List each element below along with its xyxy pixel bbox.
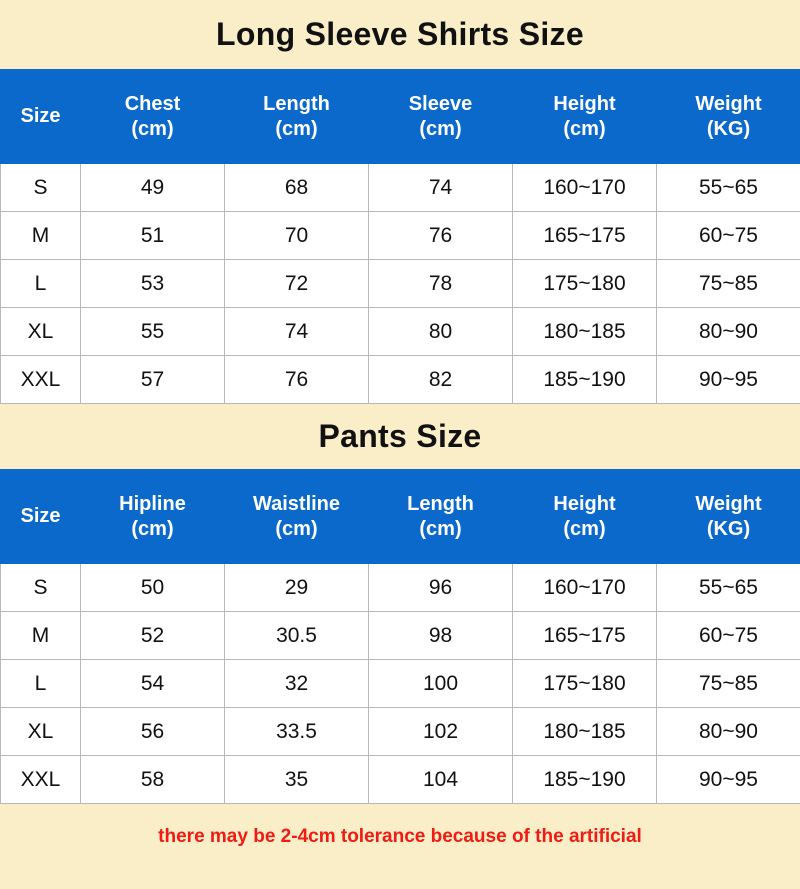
cell-height: 180~185: [513, 708, 657, 756]
cell-sleeve: 76: [369, 212, 513, 260]
cell-sleeve: 82: [369, 356, 513, 404]
cell-sleeve: 80: [369, 308, 513, 356]
column-header-unit: (cm): [563, 117, 606, 140]
cell-weight: 90~95: [657, 356, 800, 404]
cell-hipline: 50: [81, 564, 225, 612]
table-row: [1, 708, 800, 756]
cell-weight: 55~65: [657, 164, 800, 212]
cell-length: 76: [225, 356, 369, 404]
cell-chest: 53: [81, 260, 225, 308]
column-header-label: Height: [553, 492, 616, 515]
shirts-title: Long Sleeve Shirts Size: [216, 16, 584, 52]
cell-weight: 80~90: [657, 708, 800, 756]
column-header-height: [513, 470, 657, 564]
cell-height: 175~180: [513, 260, 657, 308]
cell-size: S: [1, 164, 81, 212]
cell-size: L: [1, 260, 81, 308]
shirts-table-body: [1, 164, 800, 404]
cell-chest: 55: [81, 308, 225, 356]
shirts-table-head: [1, 70, 800, 164]
cell-hipline: 54: [81, 660, 225, 708]
table-header-row: [1, 70, 800, 164]
cell-chest: 57: [81, 356, 225, 404]
cell-waistline: 32: [225, 660, 369, 708]
cell-height: 185~190: [513, 756, 657, 804]
cell-waistline: 35: [225, 756, 369, 804]
cell-hipline: 56: [81, 708, 225, 756]
pants-size-table: [0, 469, 800, 804]
pants-table-head: [1, 470, 800, 564]
table-row: [1, 260, 800, 308]
column-header-waistline: [225, 470, 369, 564]
cell-height: 165~175: [513, 612, 657, 660]
cell-size: XXL: [1, 356, 81, 404]
cell-length: 102: [369, 708, 513, 756]
table-row: [1, 308, 800, 356]
column-header-unit: (cm): [131, 517, 174, 540]
cell-size: M: [1, 612, 81, 660]
column-header-label: Length: [263, 92, 330, 115]
cell-hipline: 58: [81, 756, 225, 804]
table-header-row: [1, 470, 800, 564]
column-header-unit: (cm): [419, 117, 462, 140]
column-header-unit: (KG): [706, 517, 751, 540]
column-header-label: Size: [20, 105, 61, 127]
cell-weight: 75~85: [657, 260, 800, 308]
cell-size: XXL: [1, 756, 81, 804]
column-header-label: Waistline: [252, 492, 341, 515]
cell-weight: 90~95: [657, 756, 800, 804]
cell-weight: 60~75: [657, 612, 800, 660]
cell-size: M: [1, 212, 81, 260]
column-header-unit: (cm): [563, 517, 606, 540]
table-row: [1, 564, 800, 612]
tolerance-note: there may be 2-4cm tolerance because of the artificial: [158, 826, 642, 847]
cell-sleeve: 78: [369, 260, 513, 308]
cell-weight: 75~85: [657, 660, 800, 708]
cell-height: 175~180: [513, 660, 657, 708]
column-header-length: [369, 470, 513, 564]
column-header-label: Height: [553, 92, 616, 115]
shirts-size-table: [0, 69, 800, 404]
column-header-unit: (cm): [275, 117, 318, 140]
cell-length: 104: [369, 756, 513, 804]
table-row: [1, 164, 800, 212]
cell-weight: 80~90: [657, 308, 800, 356]
column-header-label: Length: [407, 492, 474, 515]
cell-size: L: [1, 660, 81, 708]
cell-length: 96: [369, 564, 513, 612]
column-header-label: Sleeve: [408, 92, 473, 115]
cell-size: XL: [1, 708, 81, 756]
cell-length: 100: [369, 660, 513, 708]
pants-table-body: [1, 564, 800, 804]
cell-height: 185~190: [513, 356, 657, 404]
cell-height: 180~185: [513, 308, 657, 356]
cell-sleeve: 74: [369, 164, 513, 212]
cell-height: 160~170: [513, 164, 657, 212]
table-row: [1, 660, 800, 708]
column-header-chest: [81, 70, 225, 164]
cell-weight: 55~65: [657, 564, 800, 612]
column-header-label: Size: [20, 505, 61, 527]
column-header-weight: [657, 70, 800, 164]
column-header-height: [513, 70, 657, 164]
cell-height: 165~175: [513, 212, 657, 260]
cell-length: 98: [369, 612, 513, 660]
column-header-unit: (KG): [706, 117, 751, 140]
column-header-label: Chest: [124, 92, 181, 115]
column-header-label: Weight: [695, 492, 762, 515]
cell-waistline: 29: [225, 564, 369, 612]
cell-length: 68: [225, 164, 369, 212]
table-row: [1, 356, 800, 404]
table-row: [1, 756, 800, 804]
column-header-unit: (cm): [419, 517, 462, 540]
column-header-size: [1, 470, 81, 564]
column-header-length: [225, 70, 369, 164]
cell-waistline: 33.5: [225, 708, 369, 756]
column-header-unit: (cm): [275, 517, 318, 540]
cell-length: 72: [225, 260, 369, 308]
pants-title: Pants Size: [318, 418, 482, 454]
column-header-size: [1, 70, 81, 164]
cell-size: S: [1, 564, 81, 612]
column-header-label: Hipline: [119, 492, 186, 515]
column-header-label: Weight: [695, 92, 762, 115]
cell-hipline: 52: [81, 612, 225, 660]
cell-chest: 49: [81, 164, 225, 212]
column-header-hipline: [81, 470, 225, 564]
column-header-sleeve: [369, 70, 513, 164]
column-header-weight: [657, 470, 800, 564]
cell-waistline: 30.5: [225, 612, 369, 660]
cell-height: 160~170: [513, 564, 657, 612]
column-header-unit: (cm): [131, 117, 174, 140]
cell-weight: 60~75: [657, 212, 800, 260]
cell-length: 74: [225, 308, 369, 356]
table-row: [1, 212, 800, 260]
cell-length: 70: [225, 212, 369, 260]
cell-chest: 51: [81, 212, 225, 260]
table-row: [1, 612, 800, 660]
cell-size: XL: [1, 308, 81, 356]
